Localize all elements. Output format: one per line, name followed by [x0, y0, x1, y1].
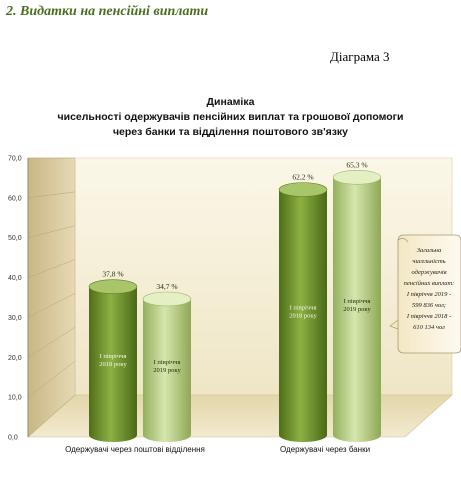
note-line: пенсійних виплат: — [403, 280, 455, 287]
bar-inner-label: І півріччя — [289, 304, 317, 312]
chart-title-line-2: чисельності одержувачів пенсійних виплат та грошової допомоги — [57, 111, 404, 123]
bar-inner-label: 2018 року — [99, 360, 127, 368]
value-label: 62,2 % — [292, 172, 314, 182]
note-line: 610 134 чол — [413, 324, 445, 331]
y-tick-label: 0,0 — [8, 434, 18, 442]
y-tick-label: 10,0 — [8, 394, 22, 402]
chart-title-line-1: Динаміка — [206, 96, 255, 108]
x-tick-label: Одержувачі через банки — [279, 445, 371, 454]
section-heading: 2. Видатки на пенсійні виплати — [6, 4, 209, 19]
note-line: чисельність — [412, 258, 446, 265]
bar-top — [89, 280, 137, 294]
bar-inner-label: 2019 року — [153, 366, 181, 374]
bar-inner-label: І півріччя — [153, 358, 181, 366]
bar-series-2 — [333, 160, 381, 442]
chart-title-line-3: через банки та відділення поштового зв'язку — [112, 126, 349, 138]
total-recipients-note — [390, 235, 461, 353]
value-label: 65,3 % — [346, 160, 368, 170]
y-tick-label: 60,0 — [8, 195, 22, 203]
bar-inner-label: І півріччя — [99, 352, 127, 360]
note-line: І півріччя 2019 - — [406, 291, 452, 298]
bar-inner-label: 2019 року — [343, 306, 371, 314]
bar-series-1 — [89, 270, 137, 442]
y-axis — [8, 156, 28, 442]
note-line: одержувачів — [411, 269, 447, 276]
y-tick-label: 20,0 — [8, 354, 22, 362]
bar-inner-label: І півріччя — [343, 298, 371, 306]
y-tick-label: 70,0 — [8, 155, 22, 163]
bar-series-2 — [143, 282, 191, 442]
diagram-label: Діаграма 3 — [330, 49, 390, 64]
note-line: І півріччя 2018 - — [406, 313, 452, 320]
value-label: 34,7 % — [156, 281, 178, 291]
bar-top — [333, 170, 381, 184]
chart-title — [0, 95, 461, 140]
x-axis — [65, 445, 370, 454]
value-label: 37,8 % — [102, 269, 124, 279]
y-tick-label: 30,0 — [8, 314, 22, 322]
side-wall — [28, 158, 75, 437]
bar-series-1 — [279, 173, 327, 442]
bar-inner-label: 2018 року — [289, 312, 317, 320]
note-line: Загальна — [416, 247, 442, 254]
y-tick-label: 50,0 — [8, 235, 22, 243]
bar-chart — [0, 150, 461, 460]
note-line: 599 836 чол; — [412, 302, 446, 309]
y-tick-label: 40,0 — [8, 275, 22, 283]
bar-top — [279, 183, 327, 197]
x-tick-label: Одержувачі через поштові відділення — [65, 445, 205, 454]
bar-top — [143, 292, 191, 306]
